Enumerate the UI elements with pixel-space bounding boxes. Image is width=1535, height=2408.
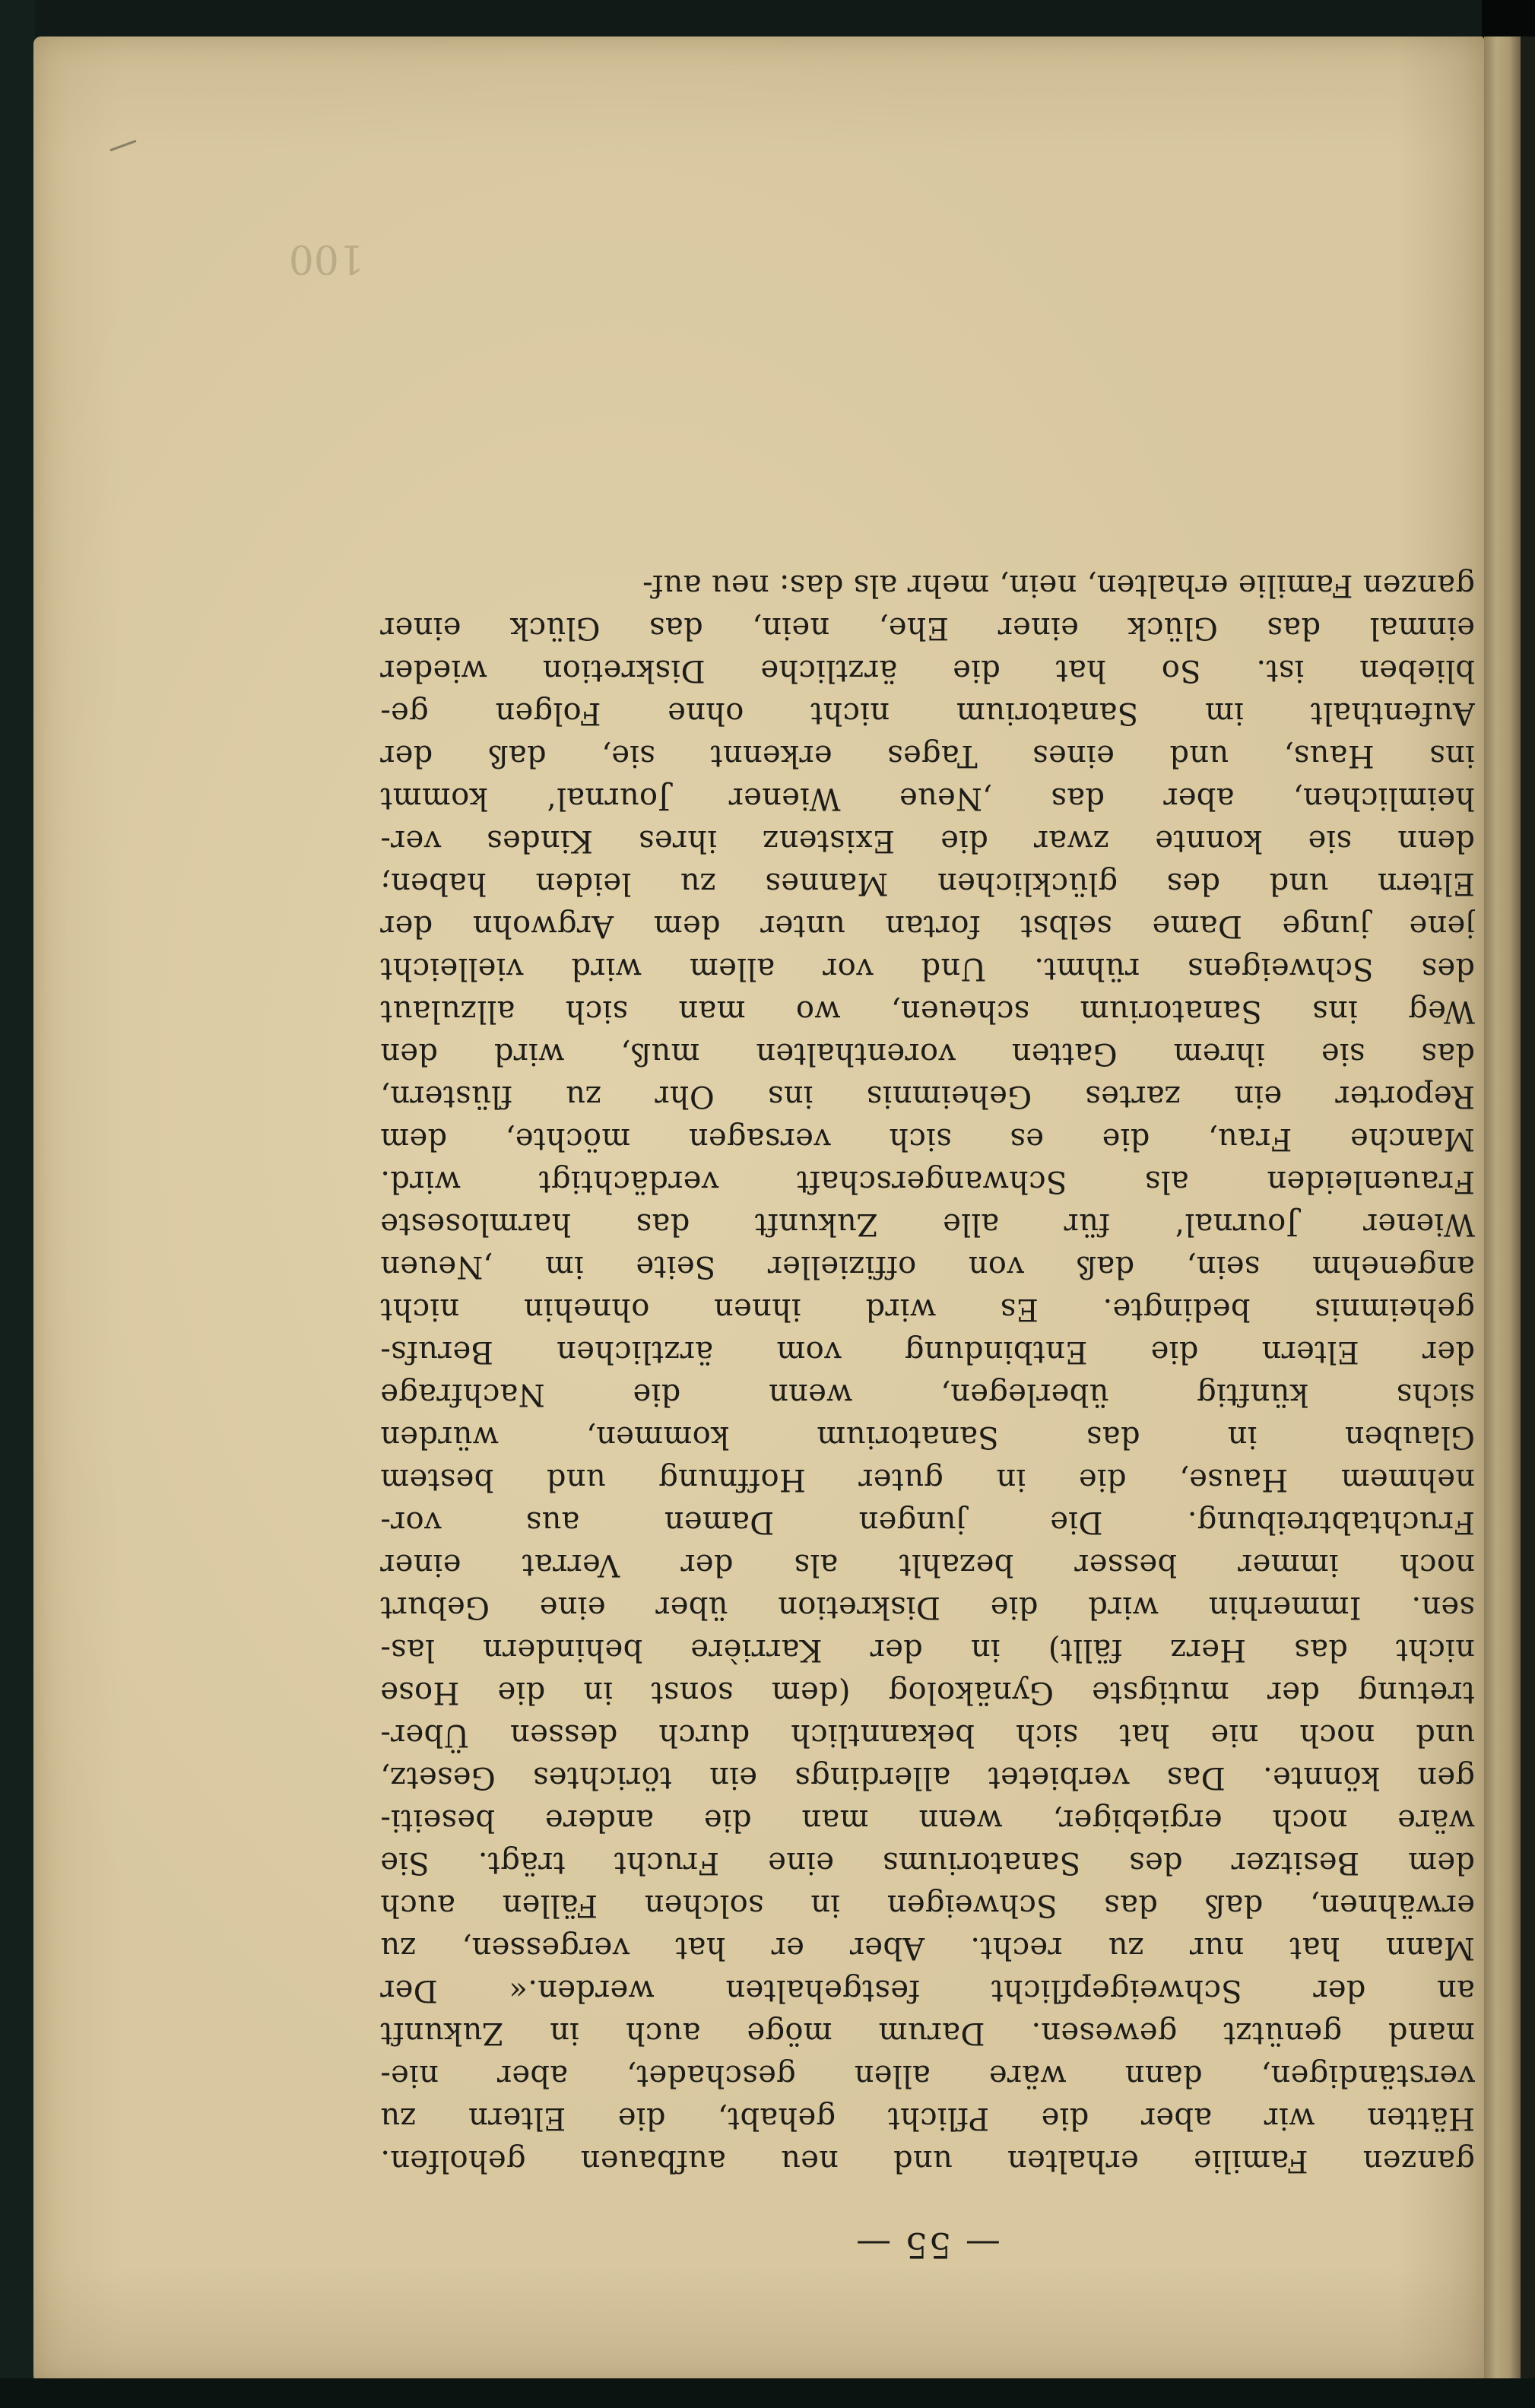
text-line: Frauenleiden als Schwangerschaft verdächtigt wird. [380,1164,1475,1199]
scanner-border-left [0,0,35,2408]
text-line: das sie ihrem Gatten vorenthalten muß, wird den [380,1036,1475,1071]
text-line: denn sie konnte zwar die Existenz ihres Kindes ver- [380,823,1475,858]
text-line: verständigen, dann wäre allen geschadet, aber nie- [380,2058,1475,2093]
text-line: an der Schweigepflicht festgehalten werden.« Der [380,1973,1475,2008]
text-line: Wiener Journal‘ für alle Zukunft das harmloseste [380,1207,1475,1242]
text-line: noch immer besser bezahlt als der Verrat einer [380,1547,1475,1582]
text-line: Hätten wir aber die Pflicht gehabt, die Eltern zu [380,2101,1475,2136]
text-line: Glauben in das Sanatorium kommen, würden [380,1420,1475,1455]
text-line: Reporter ein zartes Geheimnis ins Ohr zu flüstern, [380,1079,1475,1114]
text-line: dem Besitzer des Sanatoriums eine Frucht trägt. Sie [380,1845,1475,1880]
book-spine-shadow [1521,36,1535,2384]
text-line: wäre noch ergiebiger, wenn man die andere beseiti- [380,1803,1475,1838]
text-line: Eltern und des glücklichen Mannes zu leiden haben; [380,866,1475,901]
book-gutter [1484,36,1521,2384]
text-line: der Eltern die Entbindung vom ärztlichen Berufs- [380,1334,1475,1369]
text-line: mand genützt gewesen. Darum möge auch in Zukunft [380,2016,1475,2051]
text-line: jene junge Dame selbst fortan unter dem Argwohn der [380,909,1475,944]
text-line: und noch nie hat sich bekanntlich durch dessen Über- [380,1718,1475,1753]
text-line: geheimnis bedingte. Es wird ihnen ohnehin nicht [380,1292,1475,1327]
text-line: ins Haus, und eines Tages erkennt sie, daß der [380,738,1475,773]
pencil-mark [110,140,137,151]
text-line: Aufenthalt im Sanatorium nicht ohne Folgen ge- [380,696,1475,731]
text-line: des Schweigens rühmt. Und vor allem wird vielleicht [380,951,1475,986]
text-line: Manche Frau, die es sich versagen möchte, dem [380,1122,1475,1156]
text-line: nicht das Herz fällt) in der Karrière behindern las- [380,1632,1475,1667]
text-line: sen. Immerhin wird die Diskretion über eine Geburt [380,1590,1475,1625]
text-line: erwähnen, daß das Schweigen in solchen Fällen auch [380,1888,1475,1923]
text-line: blieben ist. So hat die ärztliche Diskretion wieder [380,653,1475,688]
text-line: Weg ins Sanatorium scheuen, wo man sich allzulaut [380,994,1475,1029]
text-line: ganzen Familie erhalten und neu aufbauen geholfen. [380,2143,1475,2178]
text-line: heimlichen, aber das ‚Neue Wiener Journal‘ kommt [380,781,1475,816]
text-line: ganzen Familie erhalten, nein, mehr als das: neu auf- [642,568,1475,603]
scanner-corner [1482,0,1535,40]
text-lines [380,564,1475,2182]
text-line: Mann hat nur zu recht. Aber er hat vergessen, zu [380,1931,1475,1965]
text-line: einmal das Glück einer Ehe, nein, das Glück einer [380,611,1475,646]
page-number: — 55 — [855,2225,1001,2266]
printed-text-block [380,363,1475,2272]
scanner-border-bottom [0,2378,1535,2408]
text-line: gen könnte. Das verbietet allerdings ein törichtes Gesetz, [380,1760,1475,1795]
faint-page-number: 100 [288,236,364,281]
text-line: Fruchtabtreibung. Die jungen Damen aus vor- [380,1505,1475,1540]
text-line: angenehm sein, daß von offizieller Seite im ‚Neuen [380,1249,1475,1284]
text-line: tretung der mutigste Gynäkolog (dem sonst in die Hose [380,1675,1475,1710]
scanner-border-top [0,0,1535,40]
text-line: nehmem Hause, die in guter Hoffnung und bestem [380,1462,1475,1497]
text-line: sichs künftig überlegen, wenn die Nachfrage [380,1377,1475,1412]
